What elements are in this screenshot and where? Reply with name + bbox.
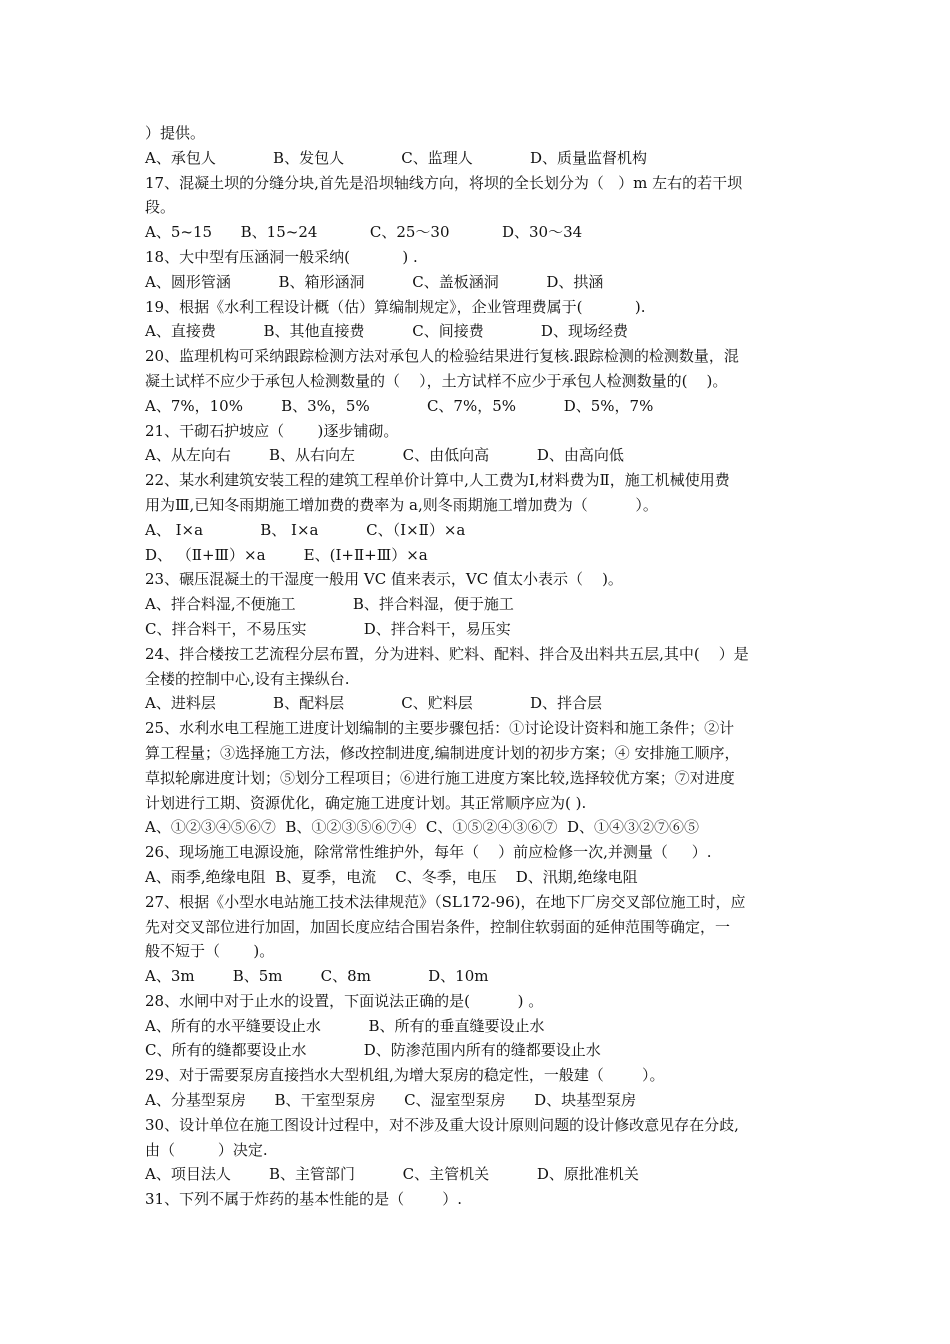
answer-options: A、承包人 B、发包人 C、监理人 D、质量监督机构 — [145, 148, 648, 167]
answer-options: A、①②③④⑤⑥⑦ B、①②③⑤⑥⑦④ C、①⑤②④③⑥⑦ D、①④③②⑦⑥⑤ — [145, 818, 699, 837]
answer-options: A、直接费 B、其他直接费 C、间接费 D、现场经费 — [145, 322, 628, 341]
text-line: ）提供。 — [145, 124, 206, 142]
answer-options: A、雨季,绝缘电阻 B、夏季，电流 C、冬季，电压 D、汛期,绝缘电阻 — [145, 867, 638, 886]
question-30-cont: 由（ ）决定. — [145, 1140, 268, 1159]
question-17-cont: 段。 — [145, 198, 176, 217]
question-22: 22、某水利建筑安装工程的建筑工程单价计算中,人工费为Ⅰ,材料费为Ⅱ，施工机械使用费 — [145, 471, 730, 490]
answer-options: A、所有的水平缝要设止水 B、所有的垂直缝要设止水 — [145, 1016, 545, 1035]
question-22-cont: 用为Ⅲ,已知冬雨期施工增加费的费率为 a,则冬雨期施工增加费为（ ）。 — [145, 495, 658, 514]
answer-options: A、从左向右 B、从右向左 C、由低向高 D、由高向低 — [145, 446, 624, 465]
question-20: 20、监理机构可采纳跟踪检测方法对承包人的检验结果进行复核.跟踪检测的检测数量，混 — [145, 347, 739, 366]
question-30: 30、设计单位在施工图设计过程中，对不涉及重大设计原则问题的设计修改意见存在分歧, — [145, 1115, 739, 1134]
question-23: 23、碾压混凝土的干湿度一般用 VC 值来表示，VC 值太小表示（ )。 — [145, 570, 623, 589]
question-31: 31、下列不属于炸药的基本性能的是（ ）. — [145, 1190, 463, 1209]
answer-options: A、项目法人 B、主管部门 C、主管机关 D、原批准机关 — [145, 1165, 639, 1184]
question-25-cont: 草拟轮廓进度计划；⑤划分工程项目；⑥进行施工进度方案比较,选择较优方案；⑦对进度 — [145, 768, 735, 787]
question-24-cont: 全楼的控制中心,设有主操纵台. — [145, 669, 350, 688]
question-18: 18、大中型有压涵洞一般采纳( ) . — [145, 247, 418, 266]
answer-options: A、拌合料湿,不便施工 B、拌合料湿，便于施工 — [145, 595, 514, 614]
question-19: 19、根据《水利工程设计概（估）算编制规定》，企业管理费属于( ). — [145, 297, 646, 316]
question-21: 21、干砌石护坡应（ )逐步铺砌。 — [145, 421, 399, 440]
question-26: 26、现场施工电源设施，除常常性维护外，每年（ ）前应检修一次,并测量（ ）. — [145, 843, 712, 862]
question-25-cont: 计划进行工期、资源优化，确定施工进度计划。其正常顺序应为( ). — [145, 793, 587, 812]
answer-options: A、分基型泵房 B、干室型泵房 C、湿室型泵房 D、块基型泵房 — [145, 1091, 637, 1110]
question-24: 24、拌合楼按工艺流程分层布置，分为进料、贮料、配料、拌合及出料共五层,其中( ）是 — [145, 644, 749, 663]
answer-options: A、5~15 B、15~24 C、25～30 D、30～34 — [145, 223, 583, 242]
answer-options: A、7%，10% B、3%，5% C、7%，5% D、5%，7% — [145, 396, 654, 415]
document-body — [145, 121, 810, 1212]
question-27-cont: 般不短于（ )。 — [145, 942, 275, 961]
question-29: 29、对于需要泵房直接挡水大型机组,为增大泵房的稳定性，一般建（ ）。 — [145, 1066, 665, 1085]
question-20-cont: 凝土试样不应少于承包人检测数量的（ ），土方试样不应少于承包人检测数量的( )。 — [145, 371, 728, 390]
question-27: 27、根据《小型水电站施工技术法律规范》（SL172-96)，在地下厂房交叉部位施工时，应 — [145, 892, 746, 911]
answer-options: C、所有的缝都要设止水 D、防渗范围内所有的缝都要设止水 — [145, 1041, 601, 1060]
answer-options: C、拌合料干，不易压实 D、拌合料干，易压实 — [145, 619, 511, 638]
answer-options: A、3m B、5m C、8m D、10m — [145, 967, 489, 986]
answer-options: A、圆形管涵 B、箱形涵洞 C、盖板涵洞 D、拱涵 — [145, 272, 604, 291]
question-28: 28、水闸中对于止水的设置，下面说法正确的是( ) 。 — [145, 991, 544, 1010]
question-17: 17、混凝土坝的分缝分块,首先是沿坝轴线方向，将坝的全长划分为（ ）m 左右的若干坝 — [145, 173, 743, 192]
answer-options: A、 Ⅰ×a B、 Ⅰ×a C、（Ⅰ×Ⅱ）×a — [145, 520, 466, 539]
question-25: 25、水利水电工程施工进度计划编制的主要步骤包括：①讨论设计资料和施工条件；②计 — [145, 719, 735, 738]
answer-options: D、 （Ⅱ+Ⅲ）×a E、(Ⅰ+Ⅱ+Ⅲ）×a — [145, 545, 428, 564]
answer-options: A、进料层 B、配料层 C、贮料层 D、拌合层 — [145, 694, 603, 713]
question-27-cont: 先对交叉部位进行加固，加固长度应结合围岩条件，控制住软弱面的延伸范围等确定，一 — [145, 917, 731, 936]
question-25-cont: 算工程量；③选择施工方法，修改控制进度,编制进度计划的初步方案；④ 安排施工顺序， — [145, 743, 740, 762]
